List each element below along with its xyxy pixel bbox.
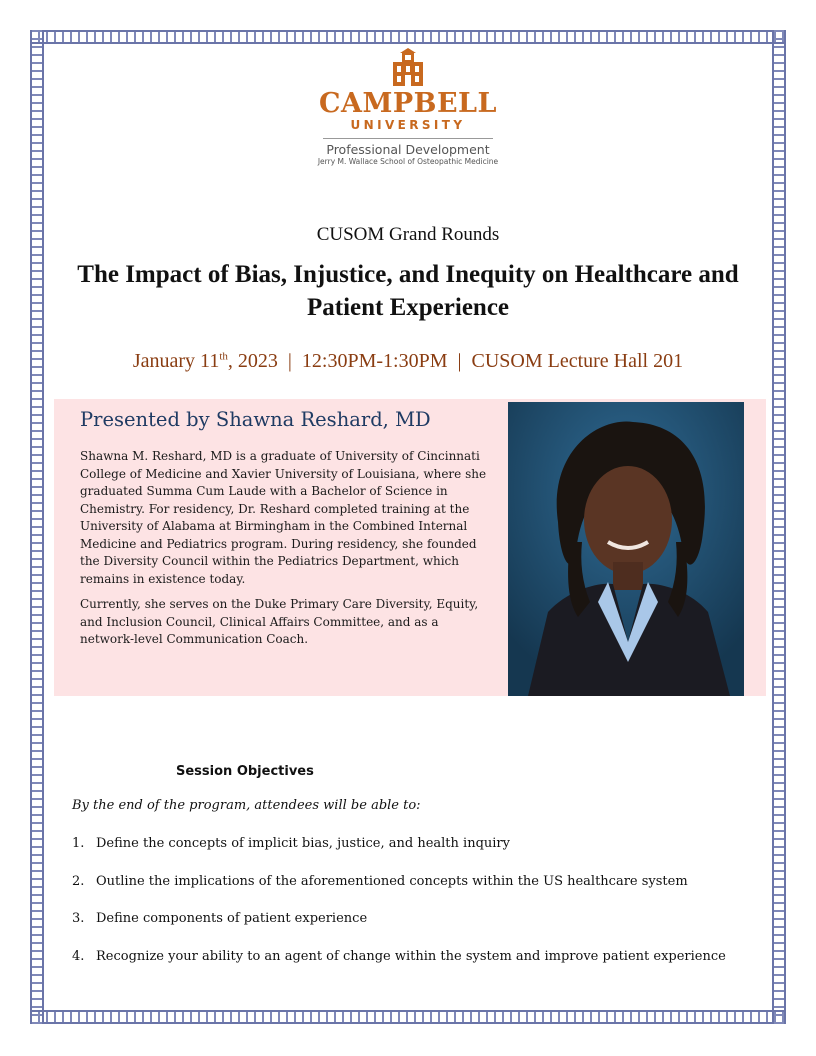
border-top (30, 30, 786, 44)
event-label: CUSOM Grand Rounds (316, 224, 500, 245)
event-date-suffix: th (219, 350, 228, 363)
border-left (30, 30, 44, 1024)
presenter-bio (80, 448, 495, 657)
bio-paragraph: Shawna M. Reshard, MD is a graduate of University of Cincinnati College of Medicine and Xavier University of Louisiana, where she graduated Summa Cum Laude with a Bachelor of Science in Chemistry. For residency, Dr. Reshard completed training at the University of Alabama at Birmingham in the Combined Internal Medicine and Pediatrics program. During residency, she founded the Diversity Council within the Pediatrics Department, which remains in existence today. (80, 449, 487, 586)
objective-item (72, 949, 772, 987)
presenter-photo (508, 402, 744, 696)
event-date-time-location (0, 350, 816, 373)
event-title-line2: Patient Experience (306, 294, 510, 321)
objective-number: 2. (72, 873, 85, 889)
presenter-portrait-icon (508, 402, 744, 696)
objectives-heading: Session Objectives (176, 764, 314, 779)
border-right (772, 30, 786, 1024)
objective-number: 1. (72, 836, 85, 851)
bio-paragraph: Currently, she serves on the Duke Primary Care Diversity, Equity, and Inclusion Council, Clinical Affairs Committee, and as a network-level Communication Coach. (80, 597, 479, 646)
building-emblem-icon (391, 48, 425, 88)
objectives-list (72, 836, 772, 986)
border-bottom (30, 1010, 786, 1024)
objective-number: 3. (72, 911, 85, 926)
presenter-heading: Presented by Shawna Reshard, MD (80, 408, 431, 431)
event-date: January 11 (132, 350, 220, 372)
logo-department: Professional Development (326, 142, 490, 157)
objective-text: Define components of patient experience (96, 911, 368, 926)
event-title (50, 258, 766, 324)
objective-number: 4. (72, 948, 85, 964)
event-title-line1: The Impact of Bias, Injustice, and Inequity on Healthcare and (77, 261, 739, 288)
objectives-intro: By the end of the program, attendees will be able to: (72, 798, 421, 813)
objective-text: Define the concepts of implicit bias, justice, and health inquiry (96, 836, 510, 851)
logo-university: UNIVERSITY (350, 118, 466, 132)
logo-name: CAMPBELL (319, 88, 497, 119)
logo-divider (323, 138, 493, 139)
objective-item (72, 836, 772, 874)
campbell-logo (300, 48, 516, 167)
objective-text: Recognize your ability to an agent of change within the system and improve patient experience (96, 948, 726, 964)
objective-item (72, 911, 772, 949)
objective-text: Outline the implications of the aforementioned concepts within the US healthcare system (96, 873, 688, 889)
event-time-location: , 2023 | 12:30PM-1:30PM | CUSOM Lecture Hall 201 (227, 350, 684, 372)
objective-item (72, 874, 772, 912)
logo-school: Jerry M. Wallace School of Osteopathic Medicine (317, 157, 499, 166)
